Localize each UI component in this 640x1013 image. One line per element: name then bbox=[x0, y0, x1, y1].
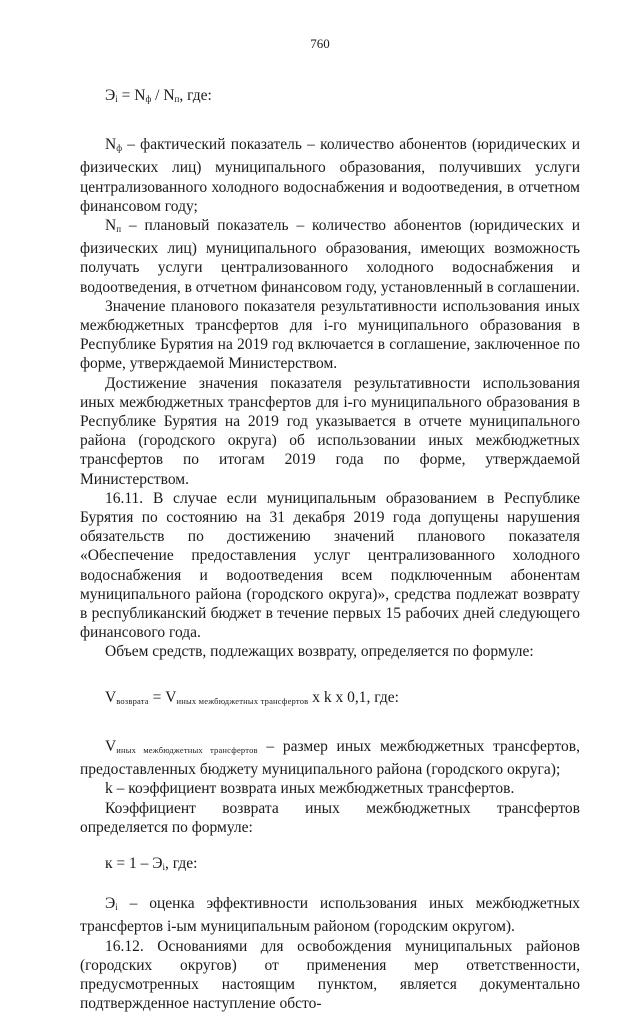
page-number: 760 bbox=[310, 36, 330, 51]
paragraph-coefficient: Коэффициент возврата иных межбюджетных трансфертов определяется по формуле: bbox=[80, 799, 580, 836]
definition-np: $N_п$ – плановый показатель – количество абонентов (юридических и физических лиц) муниципального образования, имеющих возможность получать услуги централизованного холодного водоснабжения и водоотведения, в отчетном финансовом году, установленный в соглашении. bbox=[80, 217, 580, 296]
formula-efficiency: $Э_i = N_ф / N_п$, где: bbox=[105, 87, 212, 104]
paragraph-volume: Объем средств, подлежащих возврату, определяется по формуле: bbox=[105, 643, 534, 661]
paragraph-achievement: Достижение значения показателя результативности использования иных межбюджетных трансфертов для i-го муниципального образования в Республике Бурятия на 2019 год указывается в отчете муниципального района (городского округа) об использовании иных межбюджетных трансфертов по итогам 2019 года по форме, утверждаемой Министерством. bbox=[80, 374, 580, 488]
paragraph-16-12: 16.12. Основаниями для освобождения муниципальных районов (городских округов) от применения мер ответственности, предусмотренных настоящим пунктом, является документально подтвержденное наступление обсто- bbox=[80, 937, 580, 1013]
formula-k: $к = 1 - Э_i$, где: bbox=[105, 854, 198, 872]
definition-k: k – коэффициент возврата иных межбюджетных трансфертов. bbox=[105, 780, 515, 798]
document-body bbox=[80, 86, 580, 1013]
paragraph-16-11: 16.11. В случае если муниципальным образованием в Республике Бурятия по состоянию на 31 декабря 2019 года допущены нарушения обязательств по достижению значений планового показателя «Обеспечение предоставления услуг централизованного холодного водоснабжения и водоотведения всем подключенным абонентам муниципального района (городского округа)», средства подлежат возврату в республиканский бюджет в течение первых 15 рабочих дней следующего финансового года. bbox=[80, 489, 580, 642]
formula-return: Vвозврата = Vиных межбюджетных трансфертов x k x 0,1, где: bbox=[105, 688, 399, 706]
paragraph-planned-value: Значение планового показателя результативности использования иных межбюджетных трансфертов для i-го муниципального образования в Республике Бурятия на 2019 год включается в соглашение, заключенное по форме, утверждаемой Министерством. bbox=[80, 297, 580, 373]
definition-nf: $N_ф$ – фактический показатель – количество абонентов (юридических и физических лиц) муниципального образования, получивших услуги централизованного холодного водоснабжения и водоотведения, в отчетном финансовом году; bbox=[80, 136, 580, 215]
definition-v: Vиных межбюджетных трансфертов – размер иных межбюджетных трансфертов, предоставленных бюджету муниципального района (городского округа); bbox=[80, 737, 580, 779]
definition-e: $Э_i$ – оценка эффективности использования иных межбюджетных трансфертов i-ым муниципальным районом (городским округом). bbox=[80, 895, 580, 936]
